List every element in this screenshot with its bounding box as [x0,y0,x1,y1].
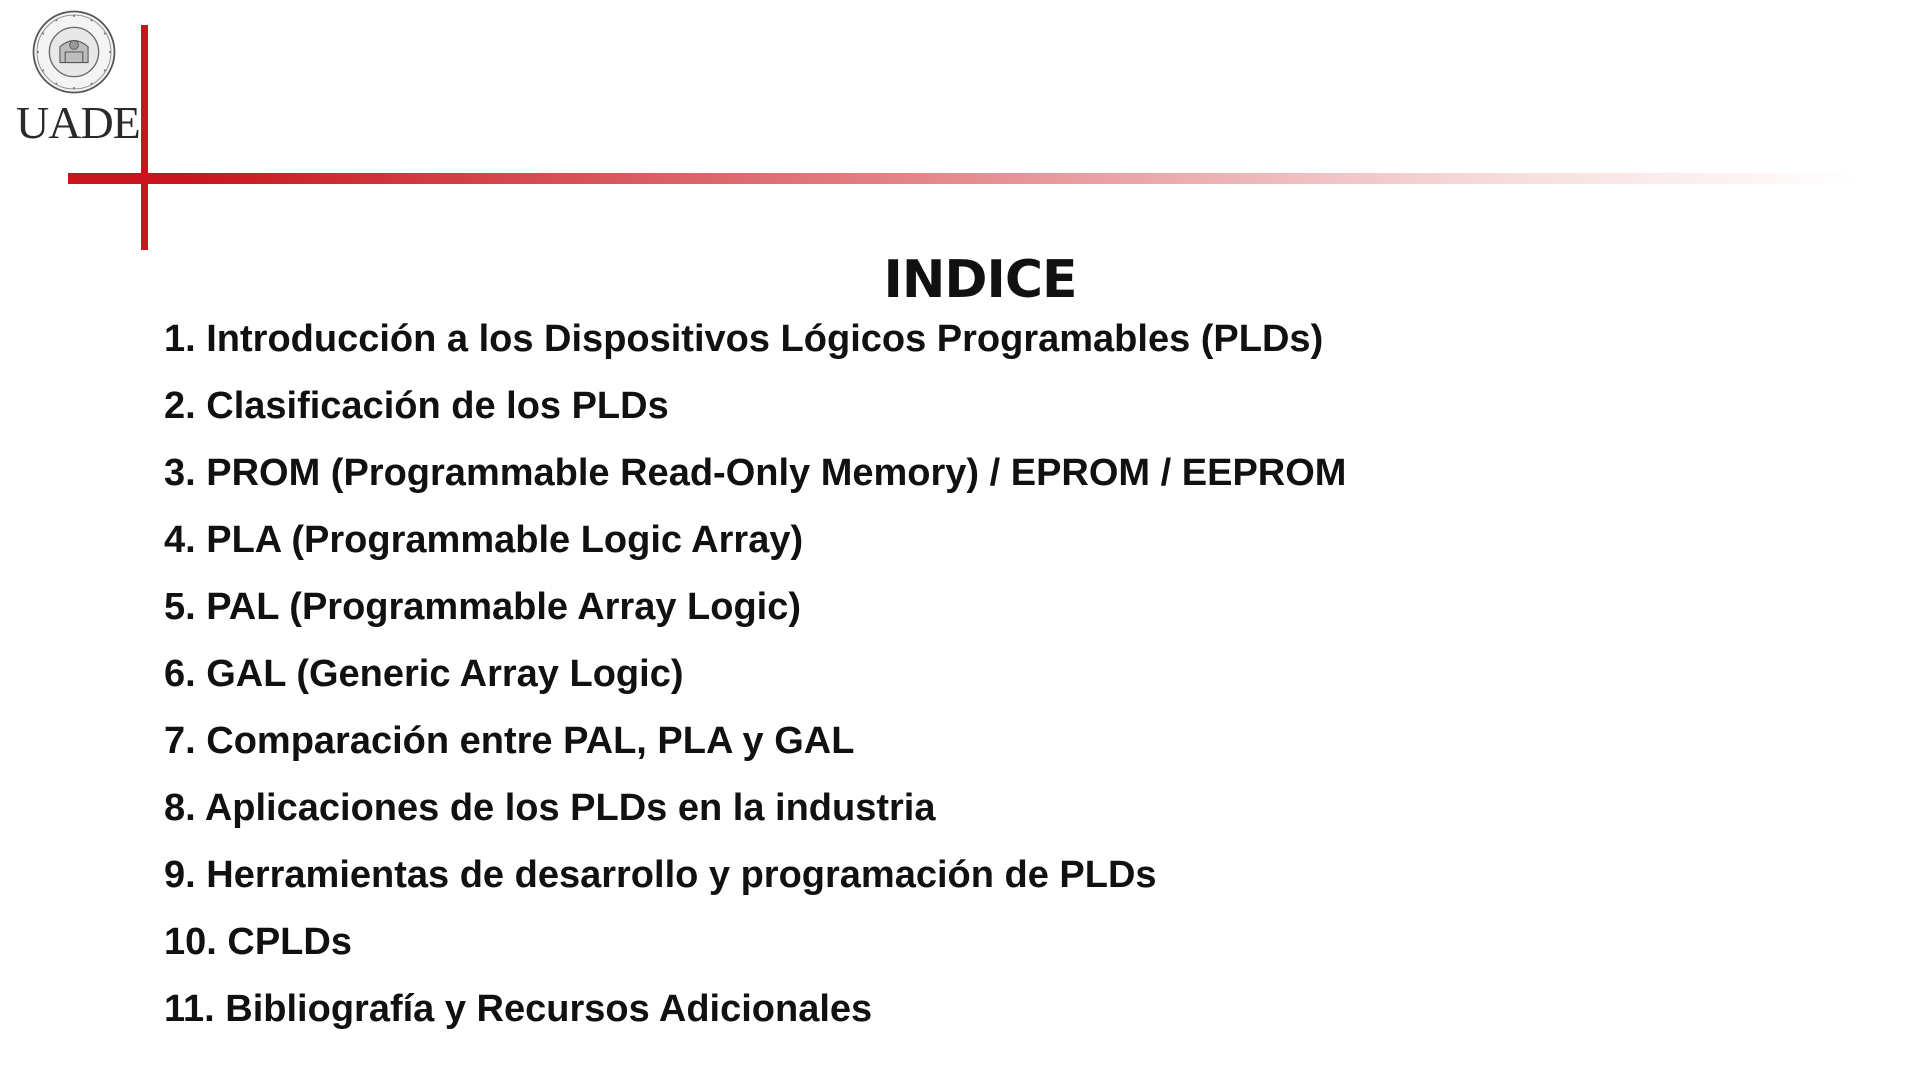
university-seal-icon [30,8,118,96]
toc-item: 3. PROM (Programmable Read-Only Memory) / EPROM / EEPROM [164,452,1347,494]
toc-item: 1. Introducción a los Dispositivos Lógicos Programables (PLDs) [164,318,1324,360]
toc-item: 4. PLA (Programmable Logic Array) [164,519,804,561]
toc-item: 2. Clasificación de los PLDs [164,385,669,427]
toc-item: 10. CPLDs [164,921,352,963]
toc-item: 5. PAL (Programmable Array Logic) [164,586,802,628]
page-title: INDICE [883,249,1077,310]
uade-logo [16,8,140,148]
toc-item: 9. Herramientas de desarrollo y programación de PLDs [164,854,1157,896]
accent-vertical-rule [141,25,148,250]
toc-item: 8. Aplicaciones de los PLDs en la industria [164,787,936,829]
accent-horizontal-rule [68,173,1858,184]
table-of-contents [164,306,1346,1043]
toc-item: 6. GAL (Generic Array Logic) [164,653,684,695]
logo-wordmark: UADE [16,97,140,148]
toc-item: 7. Comparación entre PAL, PLA y GAL [164,720,855,762]
toc-item: 11. Bibliografía y Recursos Adicionales [164,988,873,1030]
